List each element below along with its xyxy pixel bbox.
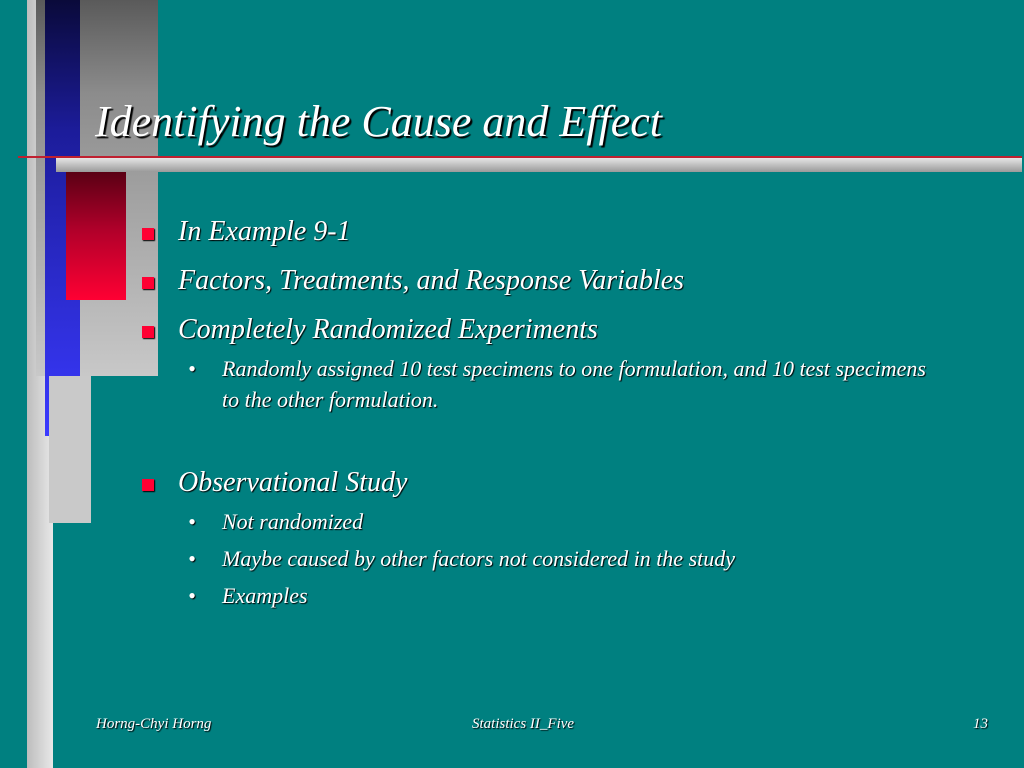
bullet-list [140,214,940,625]
sub-bullet-list [178,506,940,611]
bullet-item [140,263,940,298]
sub-bullet-text: Maybe caused by other factors not considered in the study [222,546,736,571]
sub-bullet-item [178,506,940,537]
bullet-item [140,465,940,611]
slide-title: Identifying the Cause and Effect [95,97,662,146]
sub-bullet-text: Examples [222,583,308,608]
bullet-text: Observational Study [178,467,408,498]
decor-title-rule-gray [56,158,1022,172]
footer-author: Horng-Chyi Horng [96,716,212,732]
bullet-text: In Example 9-1 [178,216,351,247]
decor-gray-block-mid [49,376,91,523]
bullet-item [140,214,940,249]
sub-bullet-item [178,353,940,415]
sub-bullet-item [178,580,940,611]
bullet-text: Completely Randomized Experiments [178,314,598,345]
bullet-text: Factors, Treatments, and Response Variables [178,265,685,296]
bullet-item [140,312,940,415]
sub-bullet-text: Not randomized [222,509,364,534]
footer-course: Statistics II_Five [472,716,575,732]
sub-bullet-item [178,543,940,574]
sub-bullet-text: Randomly assigned 10 test specimens to one formulation, and 10 test specimens to the other formulation. [222,356,926,412]
decor-red-block [66,172,126,300]
sub-bullet-list [178,353,940,415]
footer-page-number: 13 [973,716,988,732]
